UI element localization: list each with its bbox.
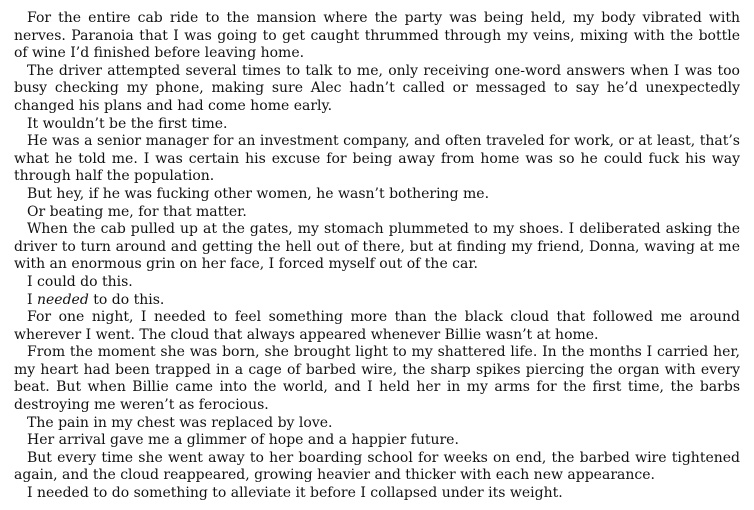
paragraph: The driver attempted several times to talk to me, only receiving one-word answers when I was too busy checking my phone, making sure Alec hadn’t called or messaged to say he’d unexpectedly changed his plans and had come home early. [14,62,740,114]
paragraph: For one night, I needed to feel something more than the black cloud that followed me around wherever I went. The cloud that always appeared whenever Billie wasn’t at home. [14,309,740,343]
paragraph: But every time she went away to her boarding school for weeks on end, the barbed wire tightened again, and the cloud reappeared, growing heavier and thicker with each new appearance. [14,449,740,484]
paragraph: I needed to do something to alleviate it before I collapsed under its weight. [27,485,563,502]
paragraph-text-after: to do this. [88,291,165,308]
paragraph: Or beating me, for that matter. [27,203,247,220]
paragraph: He was a senior manager for an investment company, and often traveled for work, or at least, that’s what he told me. I was certain his excuse for being away from home was so he could fuck his way through half the population. [14,133,740,185]
paragraph: From the moment she was born, she brought light to my shattered life. In the months I carried her, my heart had been trapped in a cage of barbed wire, the sharp spikes piercing the organ with every beat. But when Billie came into the world, and I held her in my arms for the first time, the barbs destroying me weren’t as ferocious. [14,344,740,414]
emphasized-word: needed [36,291,89,308]
paragraph-text-before: I [27,291,37,308]
paragraph: I could do this. [27,273,133,290]
paragraph: When the cab pulled up at the gates, my stomach plummeted to my shoes. I deliberated asking the driver to turn around and getting the hell out of there, but at finding my friend, Donna, waving at me with an enormous grin on her face, I forced myself out of the car. [14,221,740,273]
paragraph: It wouldn’t be the first time. [27,115,228,132]
paragraph: For the entire cab ride to the mansion where the party was being held, my body vibrated with nerves. Paranoia that I was going to get caught thrummed through my veins, mixing with the bottle of wine I’d finished before leaving home. [14,10,740,62]
paragraph: But hey, if he was fucking other women, he wasn’t bothering me. [27,185,490,202]
paragraph: The pain in my chest was replaced by love. [27,414,333,431]
paragraph: Her arrival gave me a glimmer of hope and a happier future. [27,432,459,449]
paragraph-with-emphasis [14,292,740,310]
